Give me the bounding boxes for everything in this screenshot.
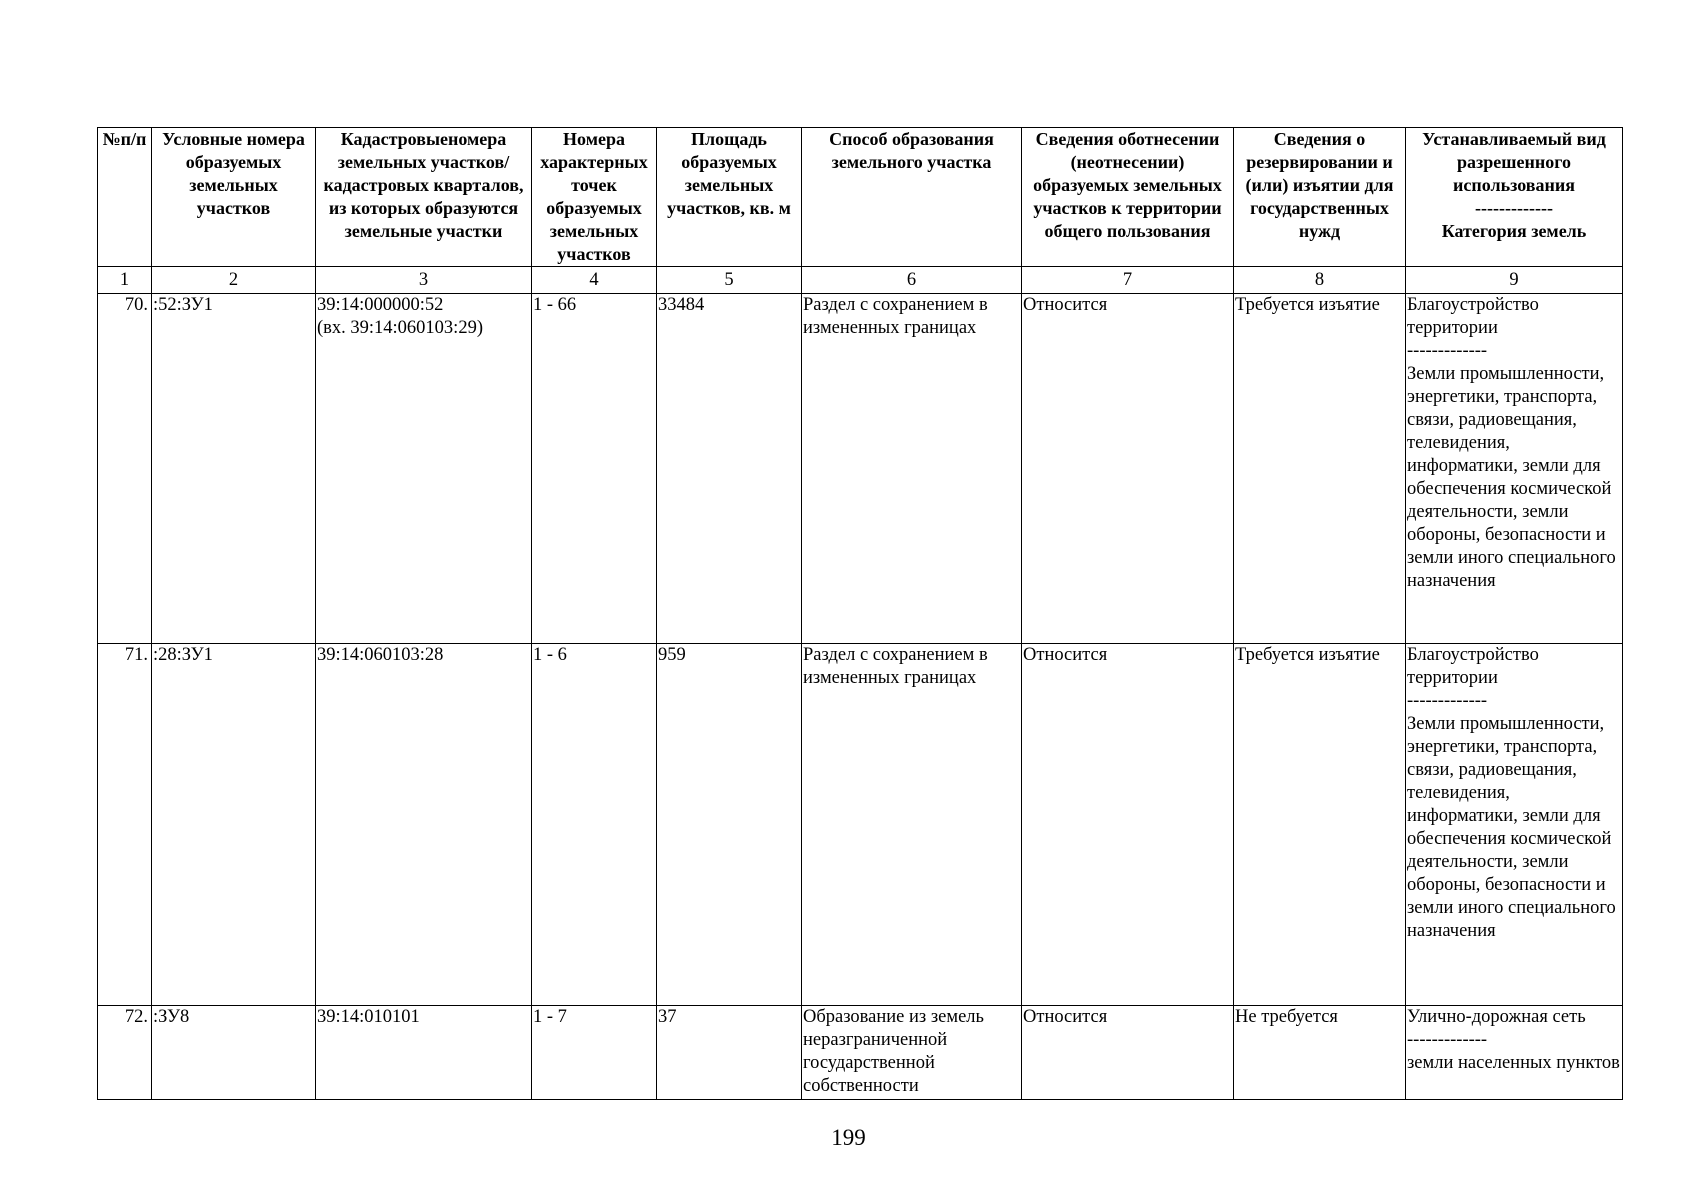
formation-method: Образование из земель неразграниченной государственной собственности — [802, 1006, 1022, 1100]
reservation-status: Не требуется — [1234, 1006, 1406, 1100]
plot-area: 37 — [657, 1006, 802, 1100]
characteristic-points: 1 - 66 — [532, 294, 657, 644]
cadastral-number: 39:14:060103:28 — [316, 644, 532, 1006]
column-number: 3 — [316, 267, 532, 294]
page-number: 199 — [831, 1125, 866, 1150]
row-number: 70. — [98, 294, 152, 644]
column-number: 7 — [1022, 267, 1234, 294]
table-row — [98, 1006, 1623, 1100]
characteristic-points: 1 - 6 — [532, 644, 657, 1006]
public-territory-status: Относится — [1022, 294, 1234, 644]
header-cell: Сведения о резервировании и (или) изъятии для государственных нужд — [1234, 128, 1406, 267]
public-territory-status: Относится — [1022, 644, 1234, 1006]
row-number: 71. — [98, 644, 152, 1006]
plot-area: 959 — [657, 644, 802, 1006]
land-plots-table — [97, 127, 1623, 1100]
column-number-row — [98, 267, 1623, 294]
plot-number: :ЗУ8 — [152, 1006, 316, 1100]
reservation-status: Требуется изъятие — [1234, 294, 1406, 644]
plot-number: :28:ЗУ1 — [152, 644, 316, 1006]
table-header-row — [98, 128, 1623, 267]
column-number: 2 — [152, 267, 316, 294]
formation-method: Раздел с сохранением в измененных границах — [802, 644, 1022, 1006]
header-cell: №п/п — [98, 128, 152, 267]
column-number: 5 — [657, 267, 802, 294]
table-row — [98, 644, 1623, 1006]
row-number: 72. — [98, 1006, 152, 1100]
header-cell: Условные номера образуемых земельных участков — [152, 128, 316, 267]
column-number: 9 — [1406, 267, 1623, 294]
characteristic-points: 1 - 7 — [532, 1006, 657, 1100]
header-cell: Способ образования земельного участка — [802, 128, 1022, 267]
permitted-use: Благоустройство территории ------------- Земли промышленности, энергетики, транспорта, связи, радиовещания, телевидения, информатики, земли для обеспечения космической деятельности, земли обороны, безопасности и земли иного специального назначения — [1406, 644, 1623, 1006]
public-territory-status: Относится — [1022, 1006, 1234, 1100]
column-number: 4 — [532, 267, 657, 294]
header-cell: Устанавливаемый вид разрешенного использования ------------- Категория земель — [1406, 128, 1623, 267]
column-number: 6 — [802, 267, 1022, 294]
header-cell: Номера характерных точек образуемых земельных участков — [532, 128, 657, 267]
formation-method: Раздел с сохранением в измененных границах — [802, 294, 1022, 644]
permitted-use: Благоустройство территории ------------- Земли промышленности, энергетики, транспорта, связи, радиовещания, телевидения, информатики, земли для обеспечения космической деятельности, земли обороны, безопасности и земли иного специального назначения — [1406, 294, 1623, 644]
header-cell: Кадастровыеномера земельных участков/кадастровых кварталов, из которых образуются земельные участки — [316, 128, 532, 267]
permitted-use: Улично-дорожная сеть ------------- земли населенных пунктов — [1406, 1006, 1623, 1100]
header-cell: Площадь образуемых земельных участков, кв. м — [657, 128, 802, 267]
header-cell: Сведения оботнесении (неотнесении) образуемых земельных участков к территории общего пользования — [1022, 128, 1234, 267]
column-number: 8 — [1234, 267, 1406, 294]
plot-number: :52:ЗУ1 — [152, 294, 316, 644]
plot-area: 33484 — [657, 294, 802, 644]
table-row — [98, 294, 1623, 644]
reservation-status: Требуется изъятие — [1234, 644, 1406, 1006]
column-number: 1 — [98, 267, 152, 294]
cadastral-number: 39:14:010101 — [316, 1006, 532, 1100]
cadastral-number: 39:14:000000:52 (вх. 39:14:060103:29) — [316, 294, 532, 644]
